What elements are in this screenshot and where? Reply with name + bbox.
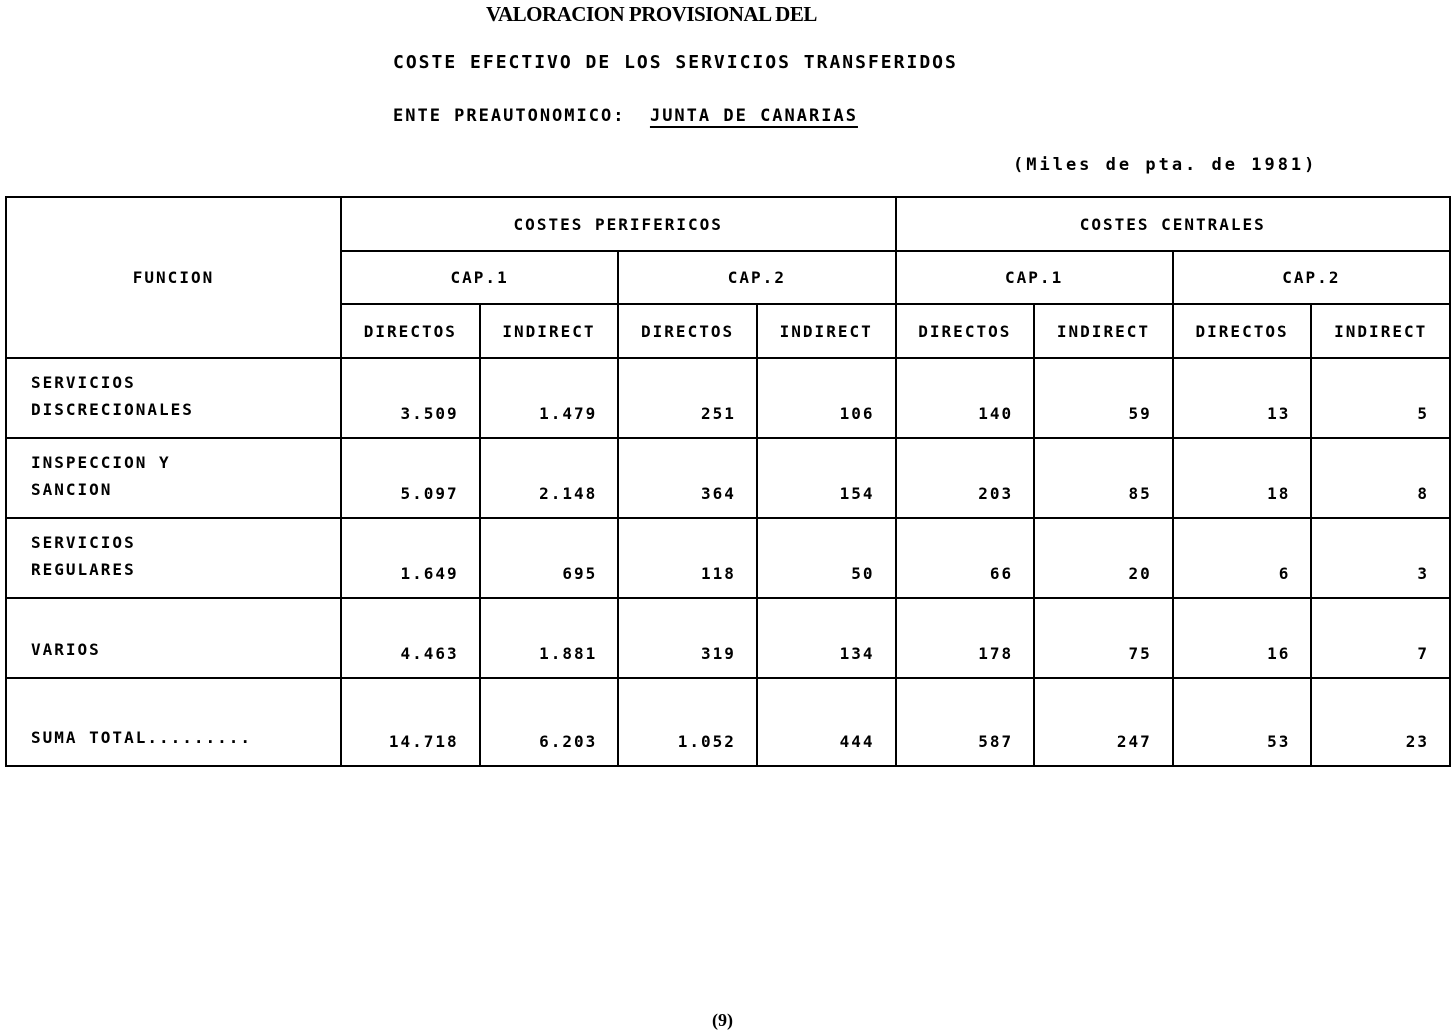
value-cell: 444 (757, 678, 896, 766)
units-note: (Miles de pta. de 1981) (1013, 155, 1318, 175)
value-cell: 7 (1311, 598, 1450, 678)
row-label (6, 438, 341, 518)
value-cell: 2.148 (480, 438, 619, 518)
row-label-line2: VARIOS (31, 640, 101, 659)
value-cell: 13 (1173, 358, 1312, 438)
value-cell: 319 (618, 598, 757, 678)
value-cell: 203 (896, 438, 1035, 518)
row-label-line1: SERVICIOS (31, 533, 136, 552)
value-cell: 53 (1173, 678, 1312, 766)
value-cell: 247 (1034, 678, 1173, 766)
value-cell: 8 (1311, 438, 1450, 518)
page-number: (9) (712, 1010, 733, 1030)
value-cell: 14.718 (341, 678, 480, 766)
cap-header: CAP.1 (896, 251, 1173, 304)
value-cell: 6 (1173, 518, 1312, 598)
value-cell: 1.881 (480, 598, 619, 678)
table-row (6, 438, 1450, 518)
ente-value: JUNTA DE CANARIAS (649, 106, 858, 126)
value-cell: 50 (757, 518, 896, 598)
row-label-line1: INSPECCION Y (31, 453, 171, 472)
sub-header: INDIRECT (480, 304, 619, 358)
value-cell: 59 (1034, 358, 1173, 438)
value-cell: 66 (896, 518, 1035, 598)
value-cell: 106 (757, 358, 896, 438)
value-cell: 75 (1034, 598, 1173, 678)
cap-header: CAP.2 (1173, 251, 1450, 304)
group-header: COSTES PERIFERICOS (341, 197, 896, 251)
value-cell: 6.203 (480, 678, 619, 766)
value-cell: 5 (1311, 358, 1450, 438)
row-label-line2: SUMA TOTAL......... (31, 728, 253, 747)
document-title: VALORACION PROVISIONAL DEL (486, 2, 817, 26)
value-cell: 587 (896, 678, 1035, 766)
sub-header: INDIRECT (1034, 304, 1173, 358)
value-cell: 134 (757, 598, 896, 678)
table-row (6, 678, 1450, 766)
row-label-line2: DISCRECIONALES (31, 400, 194, 419)
value-cell: 1.649 (341, 518, 480, 598)
row-label-line1: SERVICIOS (31, 373, 136, 392)
row-label-line2: SANCION (31, 480, 113, 499)
value-cell: 178 (896, 598, 1035, 678)
table-row (6, 358, 1450, 438)
document-subtitle: COSTE EFECTIVO DE LOS SERVICIOS TRANSFERIDOS (393, 52, 958, 73)
sub-header: DIRECTOS (618, 304, 757, 358)
value-cell: 695 (480, 518, 619, 598)
value-cell: 251 (618, 358, 757, 438)
row-label-line2: REGULARES (31, 560, 136, 579)
value-cell: 3 (1311, 518, 1450, 598)
group-header: COSTES CENTRALES (896, 197, 1451, 251)
row-label (6, 358, 341, 438)
ente-line (393, 106, 858, 126)
ente-label: ENTE PREAUTONOMICO: (393, 106, 626, 126)
value-cell: 1.479 (480, 358, 619, 438)
funcion-header: FUNCION (6, 197, 341, 358)
cap-header: CAP.1 (341, 251, 618, 304)
value-cell: 140 (896, 358, 1035, 438)
value-cell: 118 (618, 518, 757, 598)
table-row (6, 518, 1450, 598)
value-cell: 23 (1311, 678, 1450, 766)
row-label (6, 678, 341, 766)
cost-table (5, 196, 1451, 767)
value-cell: 18 (1173, 438, 1312, 518)
sub-header: DIRECTOS (1173, 304, 1312, 358)
value-cell: 1.052 (618, 678, 757, 766)
value-cell: 20 (1034, 518, 1173, 598)
value-cell: 4.463 (341, 598, 480, 678)
value-cell: 364 (618, 438, 757, 518)
table-row (6, 598, 1450, 678)
sub-header: DIRECTOS (896, 304, 1035, 358)
row-label (6, 518, 341, 598)
value-cell: 16 (1173, 598, 1312, 678)
sub-header: INDIRECT (757, 304, 896, 358)
value-cell: 3.509 (341, 358, 480, 438)
sub-header: INDIRECT (1311, 304, 1450, 358)
value-cell: 5.097 (341, 438, 480, 518)
sub-header: DIRECTOS (341, 304, 480, 358)
cap-header: CAP.2 (618, 251, 895, 304)
value-cell: 154 (757, 438, 896, 518)
row-label (6, 598, 341, 678)
value-cell: 85 (1034, 438, 1173, 518)
